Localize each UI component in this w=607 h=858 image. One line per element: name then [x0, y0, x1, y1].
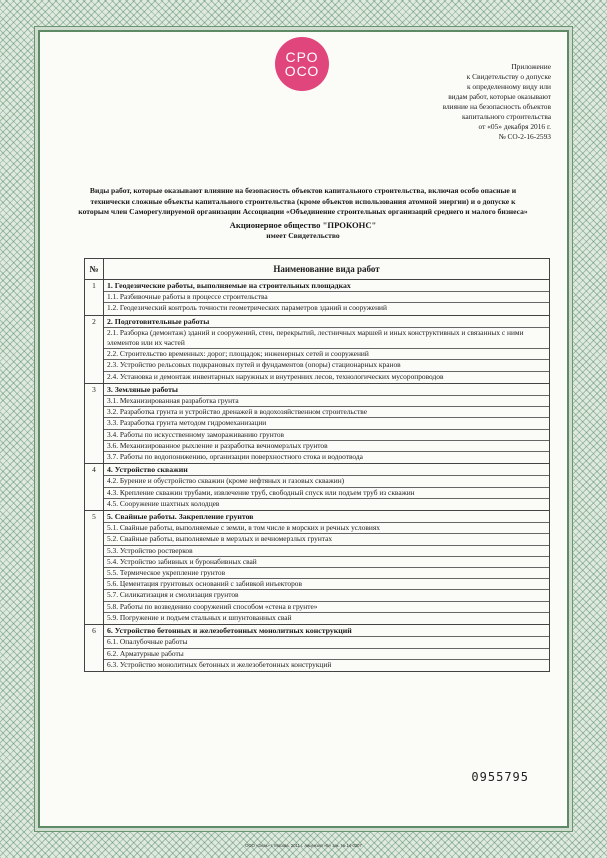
work-item: 5.9. Погружение и подъем стальных и шпунтованных свай: [104, 612, 549, 623]
section-title: 1. Геодезические работы, выполняемые на строительных площадках: [107, 281, 351, 290]
table-header-row: [85, 259, 550, 280]
work-item: 5.7. Силикатизация и смолизация грунтов: [104, 589, 549, 600]
col-name-header: Наименование вида работ: [104, 259, 550, 280]
section-title: 2. Подготовительные работы: [107, 316, 210, 326]
work-item: 1.2. Геодезический контроль точности геометрических параметров зданий и сооружений: [104, 302, 549, 313]
work-item: 4.5. Сооружение шахтных колодцев: [104, 498, 549, 509]
table-row: [85, 464, 550, 511]
work-item: 4.2. Бурение и обустройство скважин (кроме нефтяных и газовых скважин): [104, 475, 549, 486]
section-title: 4. Устройство скважин: [107, 465, 188, 475]
section-title: 3. Земляные работы: [107, 384, 179, 394]
work-item: 2.3. Устройство рельсовых подкрановых путей и фундаментов (опоры) стационарных кранов: [104, 359, 549, 370]
work-item: 5.4. Устройство забивных и буронабивных свай: [104, 556, 549, 567]
work-item: 5.2. Свайные работы, выполняемые в мерзлых и вечномерзлых грунтах: [104, 533, 549, 544]
table-row: [85, 511, 550, 625]
appendix-note: [331, 62, 551, 142]
work-item: 3.7. Работы по водопонижению, организации поверхностного стока и водоотвода: [104, 451, 549, 462]
section-number: 3: [85, 383, 104, 463]
appendix-line: № СО-2-16-2593: [498, 132, 551, 141]
printer-imprint: ООО «Знак» г. Москва, 2011 г. лицензия «Б» зак. № 14-0207: [245, 843, 362, 848]
work-item: 6.2. Арматурные работы: [104, 648, 549, 659]
serial-number: 0955795: [471, 770, 529, 784]
section-content: [104, 280, 550, 316]
work-item: 3.2. Разработка грунта и устройство дренажей в водохозяйственном строительстве: [104, 406, 549, 417]
work-item: 4.3. Крепление скважин трубами, извлечение труб, свободный спуск или подъем труб из скважин: [104, 487, 549, 498]
table-row: [85, 280, 550, 316]
section-content: [104, 464, 550, 511]
section-number: 1: [85, 280, 104, 316]
work-item: 5.5. Термическое укрепление грунтов: [104, 567, 549, 578]
work-item: 3.3. Разработка грунта методом гидромеханизации: [104, 417, 549, 428]
work-item: 6.3. Устройство монолитных бетонных и железобетонных конструкций: [104, 659, 549, 670]
section-number: 5: [85, 511, 104, 625]
work-item: 3.6. Механизированное рыхление и разработка вечномерзлых грунтов: [104, 440, 549, 451]
works-body: [85, 280, 550, 672]
work-item: 2.4. Установка и демонтаж инвентарных наружных и внутренних лесов, технологических мусоропроводов: [104, 371, 549, 382]
sro-logo: [275, 37, 329, 91]
section-content: [104, 625, 550, 672]
works-table: [84, 258, 550, 672]
section-content: [104, 315, 550, 383]
section-number: 2: [85, 315, 104, 383]
work-item: 2.2. Строительство временных: дорог; площадок; инженерных сетей и сооружений: [104, 348, 549, 359]
table-row: [85, 625, 550, 672]
section-content: [104, 511, 550, 625]
table-row: [85, 315, 550, 383]
section-content: [104, 383, 550, 463]
work-item: 5.1. Свайные работы, выполняемые с земли, в том числе в морских и речных условиях: [104, 522, 549, 533]
heading-text: Виды работ, которые оказывают влияние на безопасность объектов капитального строительства, включая особо опасные и технически сложные объекты капитального строительства (кроме объектов использования атомной энергии) и о допуске к которым член Саморегулируемой организации Ассоциации «Объединение строительных организаций среднего и малого бизнеса»: [78, 186, 528, 216]
logo-line-2: ОСО: [284, 63, 320, 79]
logo-line-1: СРО: [285, 49, 319, 65]
section-title: 5. Свайные работы. Закрепление грунтов: [107, 512, 254, 522]
appendix-line: капитального строительства: [461, 112, 551, 121]
work-item: 3.1. Механизированная разработка грунта: [104, 395, 549, 406]
appendix-line: влияние на безопасность объектов: [442, 102, 551, 111]
work-item: 5.6. Цементация грунтовых оснований с забивкой инъекторов: [104, 578, 549, 589]
col-num-header: №: [85, 259, 104, 280]
work-item: 6.1. Опалубочные работы: [104, 636, 549, 647]
appendix-line: к Свидетельству о допуске: [466, 72, 551, 81]
company-name: Акционерное общество "ПРОКОНС": [229, 219, 377, 230]
section-title: 6. Устройство бетонных и железобетонных монолитных конструкций: [107, 626, 352, 636]
appendix-line: от «05» декабря 2016 г.: [478, 122, 551, 131]
work-item: 3.4. Работы по искусственному замораживанию грунтов: [104, 429, 549, 440]
appendix-line: видам работ, которые оказывают: [448, 92, 551, 101]
work-item: 1.1. Разбивочные работы в процессе строительства: [104, 291, 549, 302]
has-certificate: имеет Свидетельство: [266, 231, 340, 240]
appendix-line: Приложение: [511, 62, 551, 71]
section-number: 6: [85, 625, 104, 672]
work-item: 2.1. Разборка (демонтаж) зданий и сооружений, стен, перекрытий, лестничных маршей и иных конструктивных и связанных с ними элементов или их частей: [104, 327, 549, 348]
table-row: [85, 383, 550, 463]
document-heading: [78, 186, 528, 242]
section-number: 4: [85, 464, 104, 511]
work-item: 5.8. Работы по возведению сооружений способом «стена в грунте»: [104, 601, 549, 612]
work-item: 5.3. Устройство ростверков: [104, 545, 549, 556]
appendix-line: к определенному виду или: [466, 82, 551, 91]
